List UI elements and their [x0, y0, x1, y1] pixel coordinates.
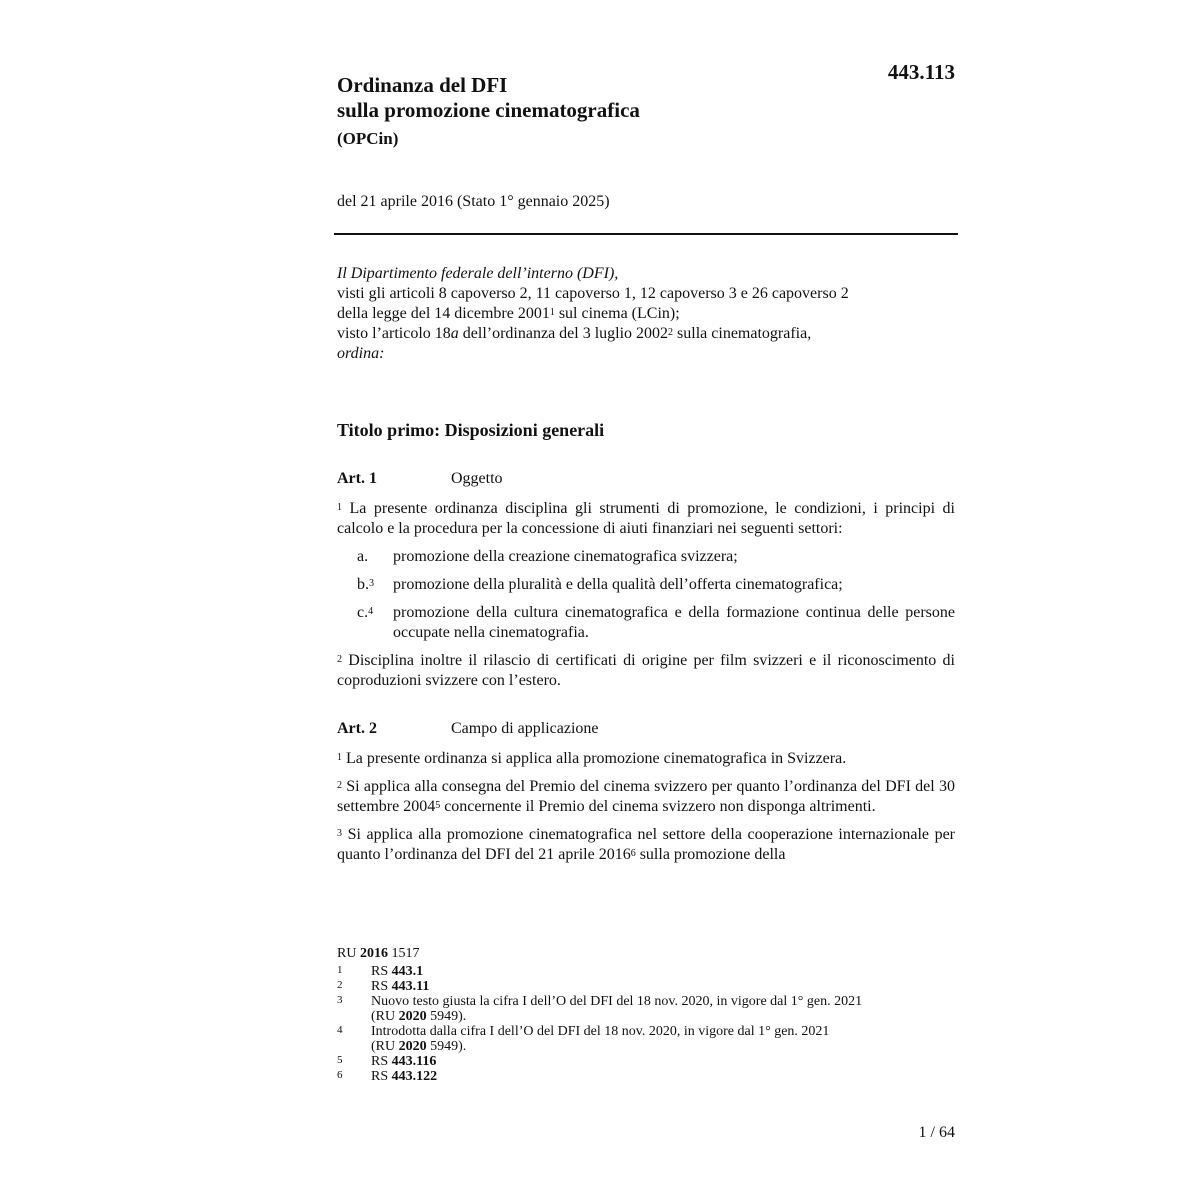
footnote-ref-2[interactable]: 2: [668, 327, 674, 338]
footnote-bold: 443.11: [391, 979, 430, 994]
paragraph-number: 1: [337, 502, 342, 513]
footnote-line2-rest: 5949).: [426, 1009, 467, 1024]
article-1-list: [337, 547, 955, 643]
footnote-prefix: RS: [371, 1054, 392, 1069]
list-letter: [337, 575, 393, 595]
article-2-paragraph-2-rest: concernente il Premio del cinema svizzero non disponga altrimenti.: [440, 798, 876, 815]
list-letter: [337, 603, 393, 643]
footnote-number: 1: [337, 964, 343, 976]
preamble-authority: Il Dipartimento federale dell’interno (DFI),: [337, 265, 619, 282]
sr-number: 443.113: [887, 60, 955, 84]
list-letter: [337, 547, 393, 567]
footnote-text: [371, 979, 955, 994]
article-1-paragraph-1-text: La presente ordinanza disciplina gli strumenti di promozione, le condizioni, i principi di calcolo e la procedura per la concessione di aiuti finanziari nei seguenti settori:: [337, 500, 955, 537]
section-title: Titolo primo: Disposizioni generali: [337, 420, 605, 440]
article-2-paragraph-1-text: La presente ordinanza si applica alla promozione cinematografica in Svizzera.: [342, 750, 847, 767]
article-1-paragraph-2: [337, 651, 955, 691]
footnote: [337, 1054, 955, 1069]
article-2-number: Art. 2: [337, 720, 377, 737]
footnote-number: 6: [337, 1069, 343, 1081]
footnote-bold: 443.1: [391, 964, 424, 979]
preamble-line-3: [337, 324, 955, 344]
preamble-line-2-text: della legge del 14 dicembre 2001: [337, 305, 550, 322]
paragraph-number: 2: [337, 780, 342, 791]
preamble-ordina: ordina:: [337, 345, 385, 362]
article-2: [337, 719, 955, 873]
footnote-ref-1[interactable]: 1: [549, 307, 555, 318]
footnote-prefix: Introdotta dalla cifra I dell’O del DFI del 18 nov. 2020, in vigore dal 1° gen. 2021: [371, 1024, 830, 1039]
ru-reference: [337, 946, 955, 961]
footnote-text: [371, 1024, 955, 1054]
title-line-2: sulla promozione cinematografica: [337, 98, 640, 122]
footnote-line2-bold: 2020: [398, 1039, 427, 1054]
footnote-line2-bold: 2020: [398, 1009, 427, 1024]
footnote-number: 4: [337, 1024, 343, 1036]
footnote-text: [371, 1069, 955, 1084]
footnotes: [337, 946, 955, 1084]
footnote: [337, 964, 955, 979]
list-item: [337, 547, 955, 567]
footnote-number: 3: [337, 994, 343, 1006]
footnote: [337, 979, 955, 994]
title-abbreviation: (OPCin): [337, 129, 399, 148]
article-1-paragraph-2-text: Disciplina inoltre il rilascio di certificati di origine per film svizzeri e il riconoscimento di coproduzioni svizzere con l’estero.: [337, 652, 955, 689]
list-item-text: promozione della cultura cinematografica e della formazione continua delle persone occupate nella cinematografia.: [393, 604, 955, 641]
footnote-ref-5[interactable]: 5: [435, 800, 441, 811]
footnote-line2-prefix: (RU: [371, 1009, 399, 1024]
paragraph-number: 2: [337, 654, 342, 665]
date-line: del 21 aprile 2016 (Stato 1° gennaio 2025): [337, 193, 610, 210]
paragraph-number: 1: [337, 752, 342, 763]
preamble-line-2: [337, 304, 955, 324]
footnote: [337, 994, 955, 1024]
preamble-line-2-rest: sul cinema (LCin);: [554, 305, 680, 322]
article-1-heading: Oggetto: [451, 470, 503, 487]
article-2-paragraph-2-text: Si applica alla consegna del Premio del cinema svizzero per quanto l’ordinanza del DFI del 30 settembre 2004: [337, 778, 955, 815]
footnote: [337, 1069, 955, 1084]
list-item: [337, 603, 955, 643]
footnote-prefix: RS: [371, 1069, 392, 1084]
footnote-bold: 443.122: [391, 1069, 438, 1084]
article-1-paragraph-1: [337, 499, 955, 539]
list-letter-text: a.: [357, 548, 369, 565]
footnote-line2-rest: 5949).: [426, 1039, 467, 1054]
footnote-number: 5: [337, 1054, 343, 1066]
document-page: [337, 0, 955, 1200]
preamble-line-1: visti gli articoli 8 capoverso 2, 11 capoverso 1, 12 capoverso 3 e 26 capoverso 2: [337, 285, 849, 302]
preamble-line-3-text: visto l’articolo 18: [337, 325, 451, 342]
footnote-number: 2: [337, 979, 343, 991]
article-2-header: [337, 719, 955, 739]
list-item: [337, 575, 955, 595]
article-2-heading: Campo di applicazione: [451, 720, 599, 737]
article-2-paragraph-1: [337, 749, 955, 769]
title-line-1: Ordinanza del DFI: [337, 73, 508, 97]
footnote-text: [371, 964, 955, 979]
list-item-text: promozione della creazione cinematografica svizzera;: [393, 548, 738, 565]
footnote-prefix: RS: [371, 979, 392, 994]
footnote-bold: 443.116: [391, 1054, 437, 1069]
paragraph-number: 3: [337, 828, 342, 839]
list-item-text: promozione della pluralità e della qualità dell’offerta cinematografica;: [393, 576, 843, 593]
article-2-paragraph-3-rest: sulla promozione della: [635, 846, 786, 863]
title-block: [337, 73, 857, 149]
article-2-paragraph-2: [337, 777, 955, 817]
article-1-header: [337, 469, 955, 489]
article-2-paragraph-3-text: Si applica alla promozione cinematografica nel settore della cooperazione internazionale per quanto l’ordinanza del DFI del 21 aprile 2016: [337, 826, 955, 863]
preamble-line-3-rest: sulla cinematografia,: [673, 325, 812, 342]
footnote-text: [371, 994, 955, 1024]
article-1-number: Art. 1: [337, 470, 377, 487]
ru-prefix: RU: [337, 946, 360, 961]
footnote-ref-3[interactable]: 3: [369, 578, 374, 589]
footnote-prefix: Nuovo testo giusta la cifra I dell’O del DFI del 18 nov. 2020, in vigore dal 1° gen. 2021: [371, 994, 863, 1009]
horizontal-rule: [334, 233, 958, 235]
ru-year: 2016: [359, 946, 388, 961]
list-letter-text: b.: [357, 576, 369, 593]
footnote-ref-6[interactable]: 6: [630, 848, 636, 859]
list-letter-text: c.: [357, 604, 369, 621]
footnote: [337, 1024, 955, 1054]
footnote-text: [371, 1054, 955, 1069]
preamble-line-3-middle: dell’ordinanza del 3 luglio 2002: [458, 325, 669, 342]
footnote-ref-4[interactable]: 4: [368, 606, 374, 617]
page-number: 1 / 64: [918, 1124, 955, 1141]
article-2-paragraph-3: [337, 825, 955, 865]
footnote-prefix: RS: [371, 964, 392, 979]
ru-page: 1517: [387, 946, 420, 961]
footnote-line2-prefix: (RU: [371, 1039, 399, 1054]
preamble-line-3-italic: a: [450, 325, 459, 342]
article-1: [337, 469, 955, 699]
preamble: [337, 264, 955, 364]
